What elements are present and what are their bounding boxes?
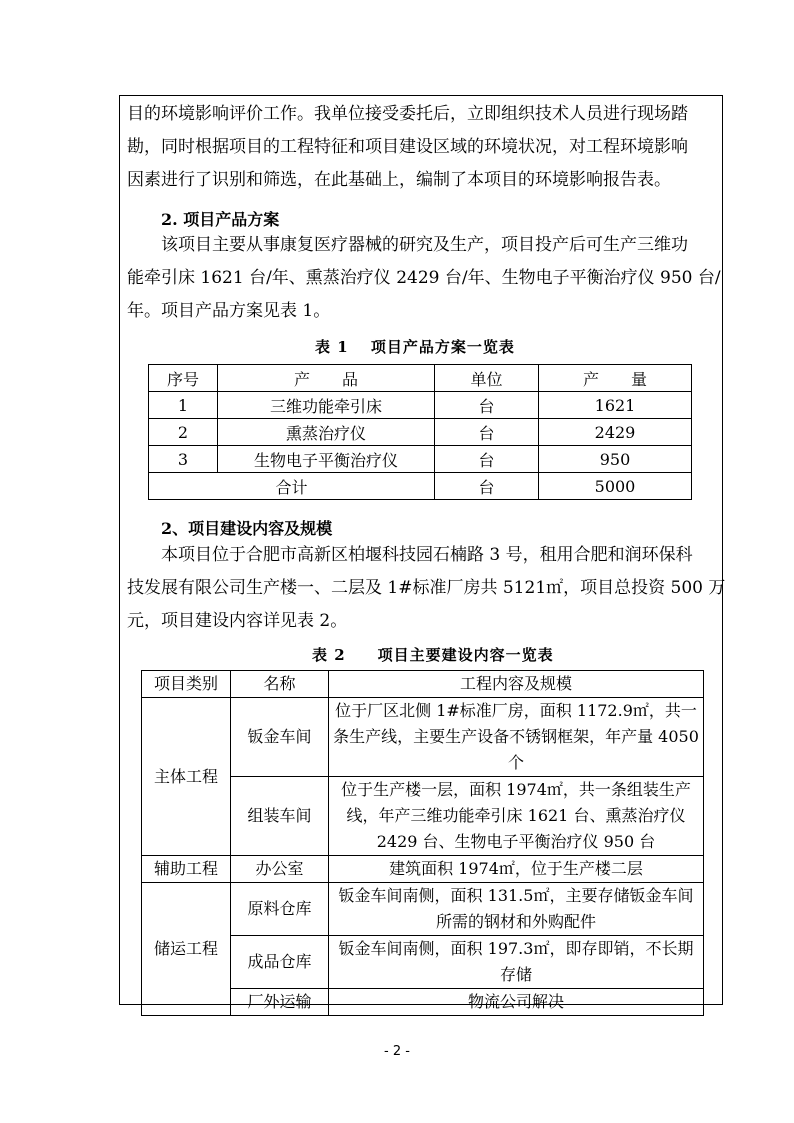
row-unit: 台	[435, 446, 539, 473]
table-row	[142, 856, 704, 883]
header-name: 名称	[231, 671, 329, 698]
row-no: 2	[149, 419, 218, 446]
page-number: - 2 -	[384, 1044, 410, 1059]
row-unit: 台	[435, 419, 539, 446]
row-desc: 物流公司解决	[329, 989, 704, 1016]
table2-caption: 表 2 项目主要建设内容一览表	[312, 646, 554, 664]
header-product: 产 品	[218, 365, 435, 392]
row-no: 3	[149, 446, 218, 473]
construction-line-2: 技发展有限公司生产楼一、二层及 1#标准厂房共 5121㎡，项目总投资 500 万	[127, 578, 726, 598]
construction-line-3: 元，项目建设内容详见表 2。	[127, 611, 348, 631]
row-name: 组装车间	[231, 777, 329, 856]
table-row	[149, 446, 692, 473]
row-name: 钣金车间	[231, 698, 329, 777]
table-row	[149, 419, 692, 446]
table-row	[149, 392, 692, 419]
row-name: 厂外运输	[231, 989, 329, 1016]
table-header-row	[149, 365, 692, 392]
header-unit: 单位	[435, 365, 539, 392]
table-total-row	[149, 473, 692, 500]
row-desc: 钣金车间南侧，面积 131.5㎡，主要存储钣金车间所需的钢材和外购配件	[329, 883, 704, 936]
category-storage: 储运工程	[142, 883, 231, 1016]
header-category: 项目类别	[142, 671, 231, 698]
intro-paragraph	[127, 98, 717, 197]
row-name: 办公室	[231, 856, 329, 883]
row-qty: 950	[539, 446, 692, 473]
row-desc: 钣金车间南侧，面积 197.3㎡，即存即销，不长期存储	[329, 936, 704, 989]
products-paragraph	[127, 229, 721, 328]
row-unit: 台	[435, 392, 539, 419]
products-line-3: 年。项目产品方案见表 1。	[127, 301, 331, 321]
products-line-1: 该项目主要从事康复医疗器械的研究及生产，项目投产后可生产三维功	[161, 235, 688, 255]
row-desc: 位于厂区北侧 1#标准厂房，面积 1172.9㎡，共一条生产线，主要生产设备不锈钢框架，年产量 4050 个	[329, 698, 704, 777]
header-no: 序号	[149, 365, 218, 392]
table-row	[142, 883, 704, 936]
products-line-2: 能牵引床 1621 台/年、熏蒸治疗仪 2429 台/年、生物电子平衡治疗仪 950 台/	[127, 268, 721, 288]
intro-line-2: 勘，同时根据项目的工程特征和项目建设区域的环境状况，对工程环境影响	[127, 137, 688, 157]
table-row	[142, 698, 704, 777]
construction-paragraph	[127, 539, 726, 638]
intro-line-3: 因素进行了识别和筛选，在此基础上，编制了本项目的环境影响报告表。	[127, 170, 671, 190]
row-qty: 2429	[539, 419, 692, 446]
row-product: 熏蒸治疗仪	[218, 419, 435, 446]
section-heading-products: 2. 项目产品方案	[161, 210, 280, 229]
row-desc: 位于生产楼一层，面积 1974㎡，共一条组装生产线，年产三维功能牵引床 1621 台、熏蒸治疗仪 2429 台、生物电子平衡治疗仪 950 台	[329, 777, 704, 856]
row-product: 生物电子平衡治疗仪	[218, 446, 435, 473]
intro-line-1: 目的环境影响评价工作。我单位接受委托后，立即组织技术人员进行现场踏	[127, 104, 688, 124]
total-qty: 5000	[539, 473, 692, 500]
header-qty: 产 量	[539, 365, 692, 392]
category-aux: 辅助工程	[142, 856, 231, 883]
total-label: 合计	[149, 473, 435, 500]
construction-line-1: 本项目位于合肥市高新区柏堰科技园石楠路 3 号，租用合肥和润环保科	[161, 545, 693, 565]
header-content: 工程内容及规模	[329, 671, 704, 698]
construction-table	[141, 670, 704, 1016]
row-qty: 1621	[539, 392, 692, 419]
row-product: 三维功能牵引床	[218, 392, 435, 419]
table-header-row	[142, 671, 704, 698]
section-heading-construction: 2、项目建设内容及规模	[161, 519, 333, 538]
row-name: 原料仓库	[231, 883, 329, 936]
row-no: 1	[149, 392, 218, 419]
row-name: 成品仓库	[231, 936, 329, 989]
products-table	[148, 364, 692, 500]
total-unit: 台	[435, 473, 539, 500]
row-desc: 建筑面积 1974㎡，位于生产楼二层	[329, 856, 704, 883]
table1-caption: 表 1 项目产品方案一览表	[315, 338, 515, 356]
category-main: 主体工程	[142, 698, 231, 856]
